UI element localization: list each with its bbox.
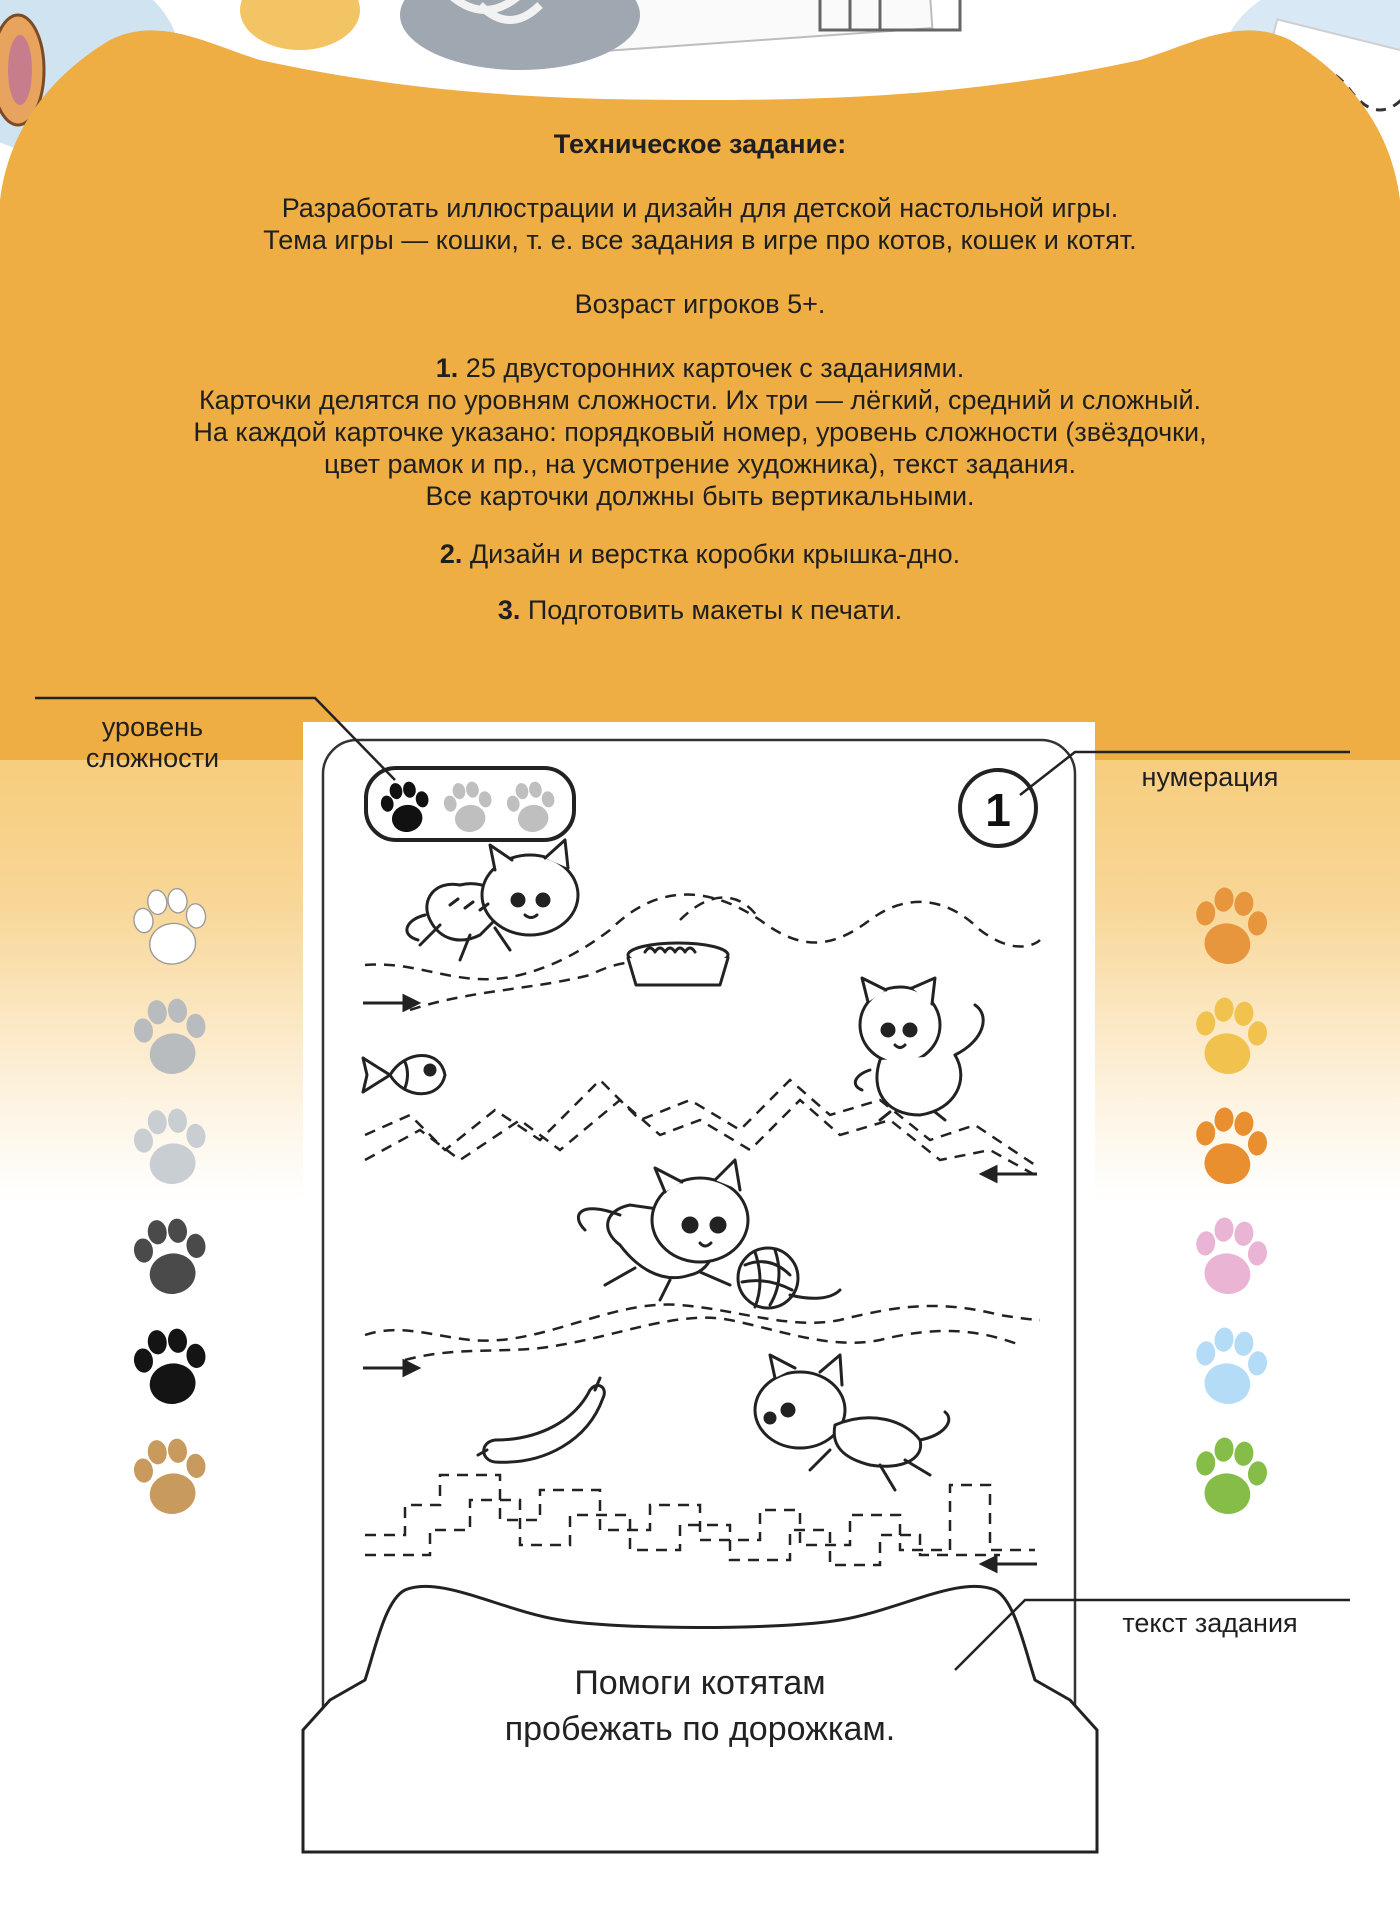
sausage-illustration: [478, 1378, 604, 1462]
paw-swatch-icon: [130, 994, 211, 1079]
brief-age: Возраст игроков 5+.: [574, 289, 826, 319]
paw-swatch-icon: [1190, 1104, 1271, 1189]
paw-palette-left: [100, 870, 240, 1530]
item-number: 2.: [439, 539, 463, 569]
arrow-left-icon: [982, 1557, 1037, 1571]
paw-swatch-icon: [130, 1324, 211, 1409]
paw-swatch-icon: [1190, 994, 1271, 1079]
kitten-illustration: [855, 978, 983, 1120]
item-text: Дизайн и верстка коробки крышка-дно.: [462, 539, 961, 569]
item-number: 1.: [435, 353, 459, 383]
kitten-illustration: [755, 1355, 949, 1490]
paw-swatch-icon: [1190, 1214, 1271, 1299]
label-difficulty: [60, 712, 245, 774]
arrow-left-icon: [982, 1167, 1037, 1181]
brief-line: На каждой карточке указано: порядковый номер, уровень сложности (звёздочки,: [193, 417, 1207, 447]
paw-swatch-icon: [1190, 1434, 1271, 1519]
brief-title: Техническое задание:: [553, 129, 847, 159]
paw-swatch-icon: [1190, 1324, 1271, 1409]
yarn-ball-illustration: [738, 1248, 798, 1308]
paw-swatch-icon: [130, 1214, 211, 1299]
item-number: 3.: [497, 595, 521, 625]
fish-illustration: [363, 1055, 445, 1093]
paw-swatch-icon: [130, 884, 211, 969]
label-difficulty-line: уровень: [101, 712, 204, 742]
item-text: 25 двусторонних карточек с заданиями.: [458, 353, 965, 383]
task-text-line: Помоги котятам: [574, 1664, 826, 1702]
task-text: [380, 1660, 1020, 1752]
paw-swatch-icon: [130, 1104, 211, 1189]
paw-swatch-icon: [130, 1434, 211, 1519]
label-task-text: текст задания: [1122, 1608, 1298, 1638]
arrow-right-icon: [363, 1361, 418, 1375]
task-text-line: пробежать по дорожкам.: [504, 1710, 896, 1748]
arrow-right-icon: [363, 996, 418, 1010]
paw-swatch-icon: [1190, 884, 1271, 969]
brief-line: Карточки делятся по уровням сложности. Их три — лёгкий, средний и сложный.: [198, 385, 1202, 415]
kitten-illustration: [407, 840, 578, 960]
label-difficulty-line: сложности: [85, 743, 220, 773]
paw-palette-right: [1160, 870, 1300, 1530]
kitten-illustration: [578, 1160, 840, 1308]
brief-line: Тема игры — кошки, т. е. все задания в игре про котов, кошек и котят.: [263, 225, 1137, 255]
brief-line: Все карточки должны быть вертикальными.: [425, 481, 975, 511]
brief-line: Разработать иллюстрации и дизайн для детской настольной игры.: [281, 193, 1119, 223]
brief-line: цвет рамок и пр., на усмотрение художника), текст задания.: [323, 449, 1077, 479]
food-bowl-illustration: [628, 943, 728, 985]
card-number: 1: [985, 784, 1011, 836]
item-text: Подготовить макеты к печати.: [520, 595, 903, 625]
label-numbering: нумерация: [1141, 762, 1279, 792]
